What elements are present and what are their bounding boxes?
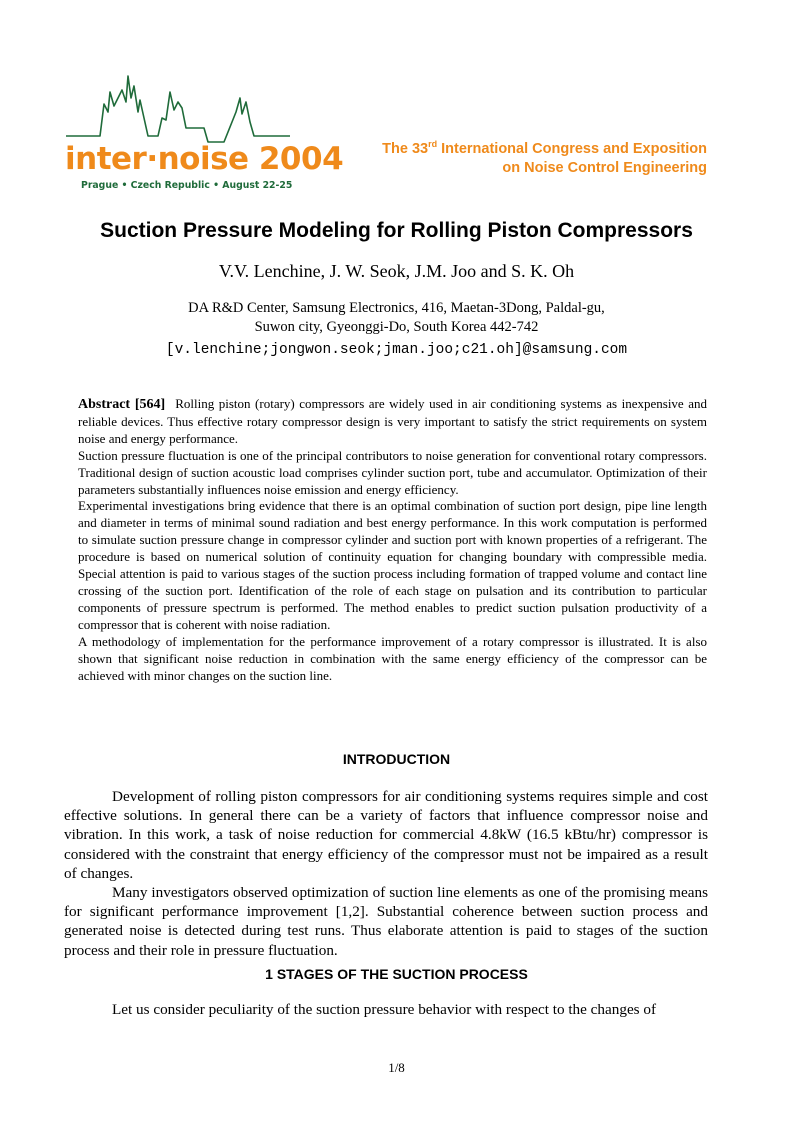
abstract-paragraph: Suction pressure fluctuation is one of the principal contributors to noise generation for conventional rotary compressors. Traditional design of suction acoustic load comprises cylinder suction port, tube and accumulator. Optimization of their parameters substantially influences noise emission and energy efficiency. — [78, 447, 707, 497]
affiliation-line-2: Suwon city, Gyeonggi-Do, South Korea 442-742 — [254, 319, 539, 335]
introduction-body — [64, 787, 708, 960]
abstract-paragraph: A methodology of implementation for the performance improvement of a rotary compressor is illustrated. It is also shown that significant noise reduction in combination with the same energy efficiency of the compressor can be achieved with minor changes on the suction line. — [78, 633, 707, 683]
body-paragraph: Development of rolling piston compressors for air conditioning systems requires simple and cost effective solutions. In general there can be a variety of factors that influence compressor noise and vibration. In this work, a task of noise reduction for commercial 4.8kW (16.5 kBtu/hr) compressor is considered with the constraint that energy efficiency of the compressor must not be impaired as a result of changes. — [64, 788, 708, 882]
abstract-label: Abstract [564] — [78, 397, 166, 412]
congress-line-2: on Noise Control Engineering — [502, 160, 707, 176]
affiliation-line-1: DA R&D Center, Samsung Electronics, 416, Maetan-3Dong, Paldal-gu, — [188, 300, 605, 316]
author-emails: [v.lenchine;jongwon.seok;jman.joo;c21.oh]@samsung.com — [165, 342, 628, 358]
abstract-paragraph: Experimental investigations bring evidence that there is an optimal combination of suction port design, pipe line length and diameter in terms of minimal sound radiation and best energy performance. In this work computation is performed to simulate suction pressure change in compressor cylinder and suction port with known properties of a refrigerant. The procedure is based on numerical solution of continuity equation for changing boundary with compressible media. Special attention is paid to various stages of the suction process including formation of trapped volume and contact line crossing of the suction port. Identification of the role of each stage on pulsation and its contribution to particular components of pressure spectrum is performed. The method enables to predict suction pulsation productivity of a compressor that is coherent with noise radiation. — [78, 498, 707, 632]
body-paragraph: Many investigators observed optimization of suction line elements as one of the promising means for significant performance improvement [1,2]. Substantial coherence between suction process and generated noise is detected during test runs. Thus elaborate attention is paid to stages of the suction process and their role in pressure fluctuation. — [64, 884, 708, 959]
abstract — [78, 396, 707, 684]
introduction-heading: INTRODUCTION — [342, 751, 451, 767]
logo-wordmark: inter·noise 2004 — [65, 141, 344, 177]
conference-logo — [64, 72, 344, 192]
prague-skyline-icon — [66, 76, 290, 142]
affiliation — [0, 299, 793, 337]
stages-body — [64, 1000, 708, 1019]
page-number: 1/8 — [388, 1060, 405, 1075]
congress-title — [382, 140, 707, 178]
abstract-paragraph: Abstract [564] Rolling piston (rotary) compressors are widely used in air conditioning systems as inexpensive and reliable devices. Thus effective rotary compressor design is very important to satisfy the strict requirements on system noise and energy performance. — [78, 396, 707, 446]
body-paragraph: Let us consider peculiarity of the suction pressure behavior with respect to the changes of — [112, 1001, 657, 1018]
paper-authors: V.V. Lenchine, J. W. Seok, J.M. Joo and S. K. Oh — [218, 261, 575, 281]
ordinal-suffix: rd — [428, 139, 438, 149]
logo-subtitle: Prague • Czech Republic • August 22-25 — [81, 180, 293, 191]
congress-line-1: The 33rd International Congress and Exposition — [382, 139, 707, 157]
stages-heading: 1 STAGES OF THE SUCTION PROCESS — [265, 966, 528, 982]
paper-title: Suction Pressure Modeling for Rolling Piston Compressors — [100, 219, 693, 242]
